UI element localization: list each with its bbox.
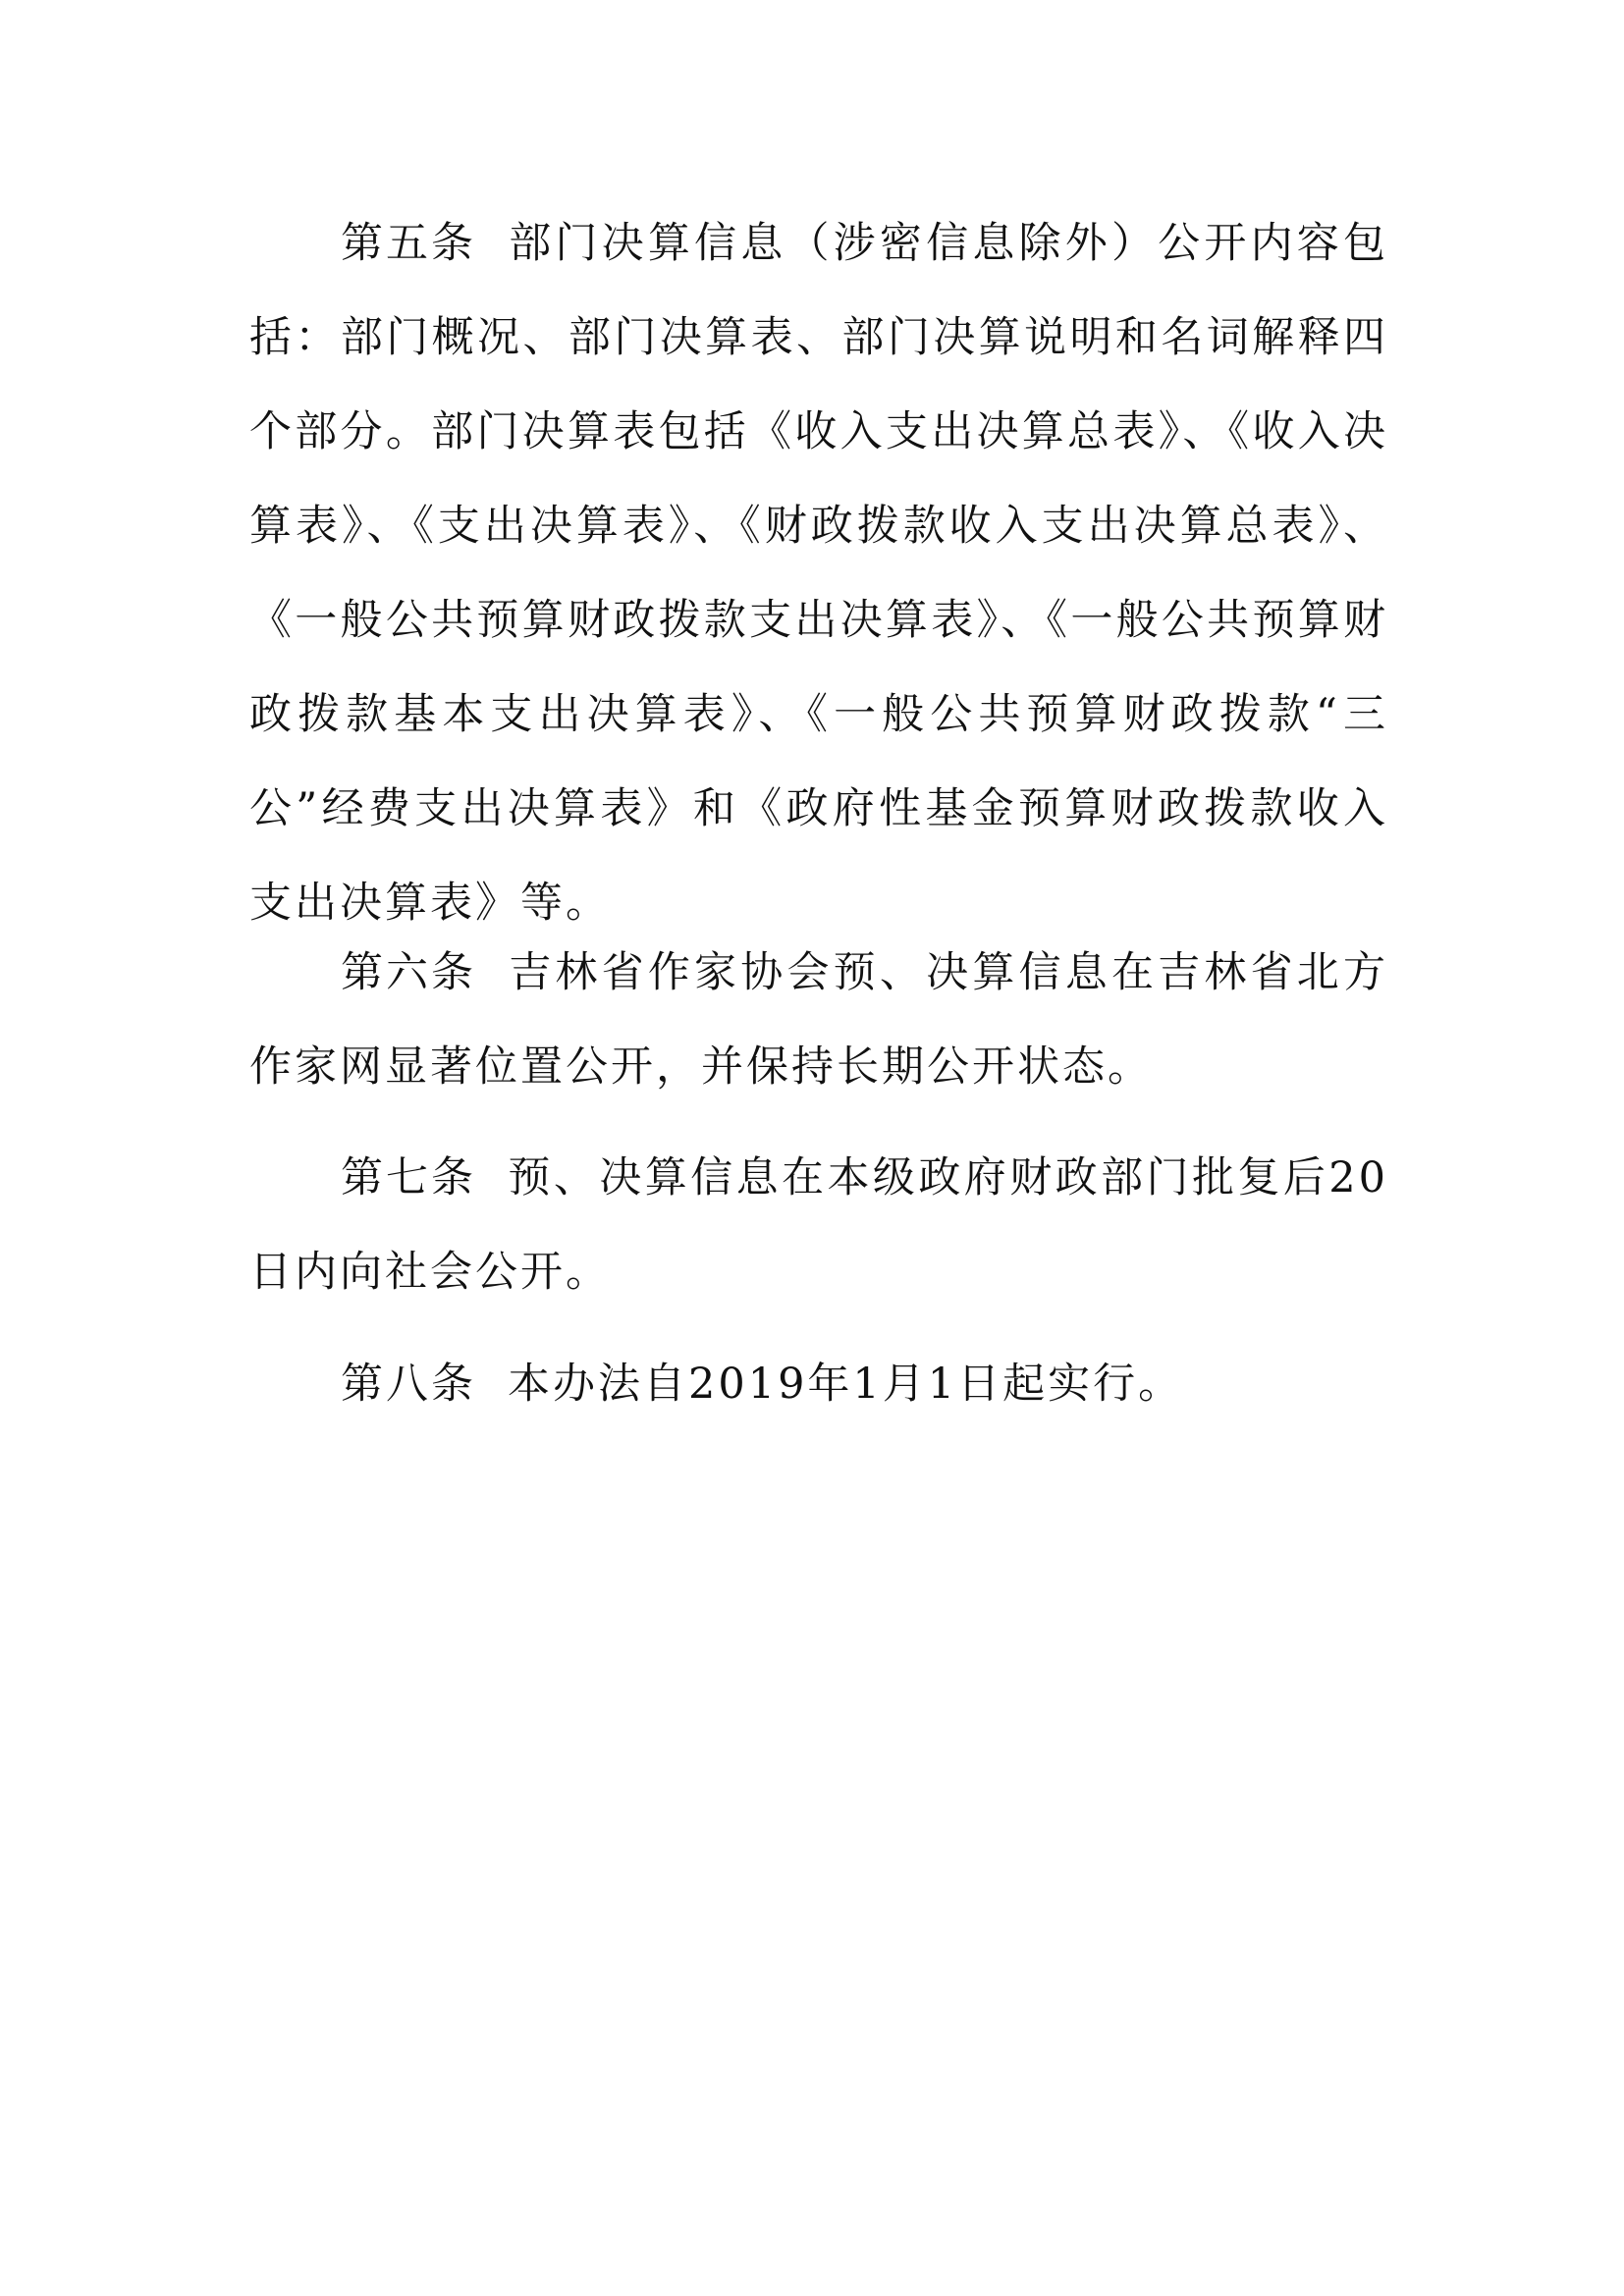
article-6-text: 吉林省作家协会预、决算信息在吉林省北方作家网显著位置公开，并保持长期公开状态。 <box>249 948 1388 1092</box>
article-6-label: 第六条 <box>341 948 476 997</box>
article-5-text: 部门决算信息（涉密信息除外）公开内容包括：部门概况、部门决算表、部门决算说明和名词解释四个部分。部门决算表包括《收入支出决算总表》、《收入决算表》、《支出决算表》、《财政拨款收入支出决算总表》、《一般公共预算财政拨款支出决算表》、《一般公共预算财政拨款基本支出决算表》、《一般公共预算财政拨款“三公”经费支出决算表》和《政府性基金预算财政拨款收入支出决算表》等。 <box>249 219 1388 928</box>
article-7-text: 预、决算信息在本级政府财政部门批复后20日内向社会公开。 <box>249 1153 1388 1297</box>
article-5 <box>249 196 1388 950</box>
article-7 <box>249 1131 1388 1319</box>
article-8-text: 本办法自2019年1月1日起实行。 <box>508 1360 1184 1409</box>
article-6 <box>249 926 1388 1114</box>
article-8 <box>249 1337 1388 1431</box>
article-7-label: 第七条 <box>341 1153 476 1202</box>
article-5-label: 第五条 <box>341 219 476 268</box>
article-8-label: 第八条 <box>341 1360 476 1409</box>
